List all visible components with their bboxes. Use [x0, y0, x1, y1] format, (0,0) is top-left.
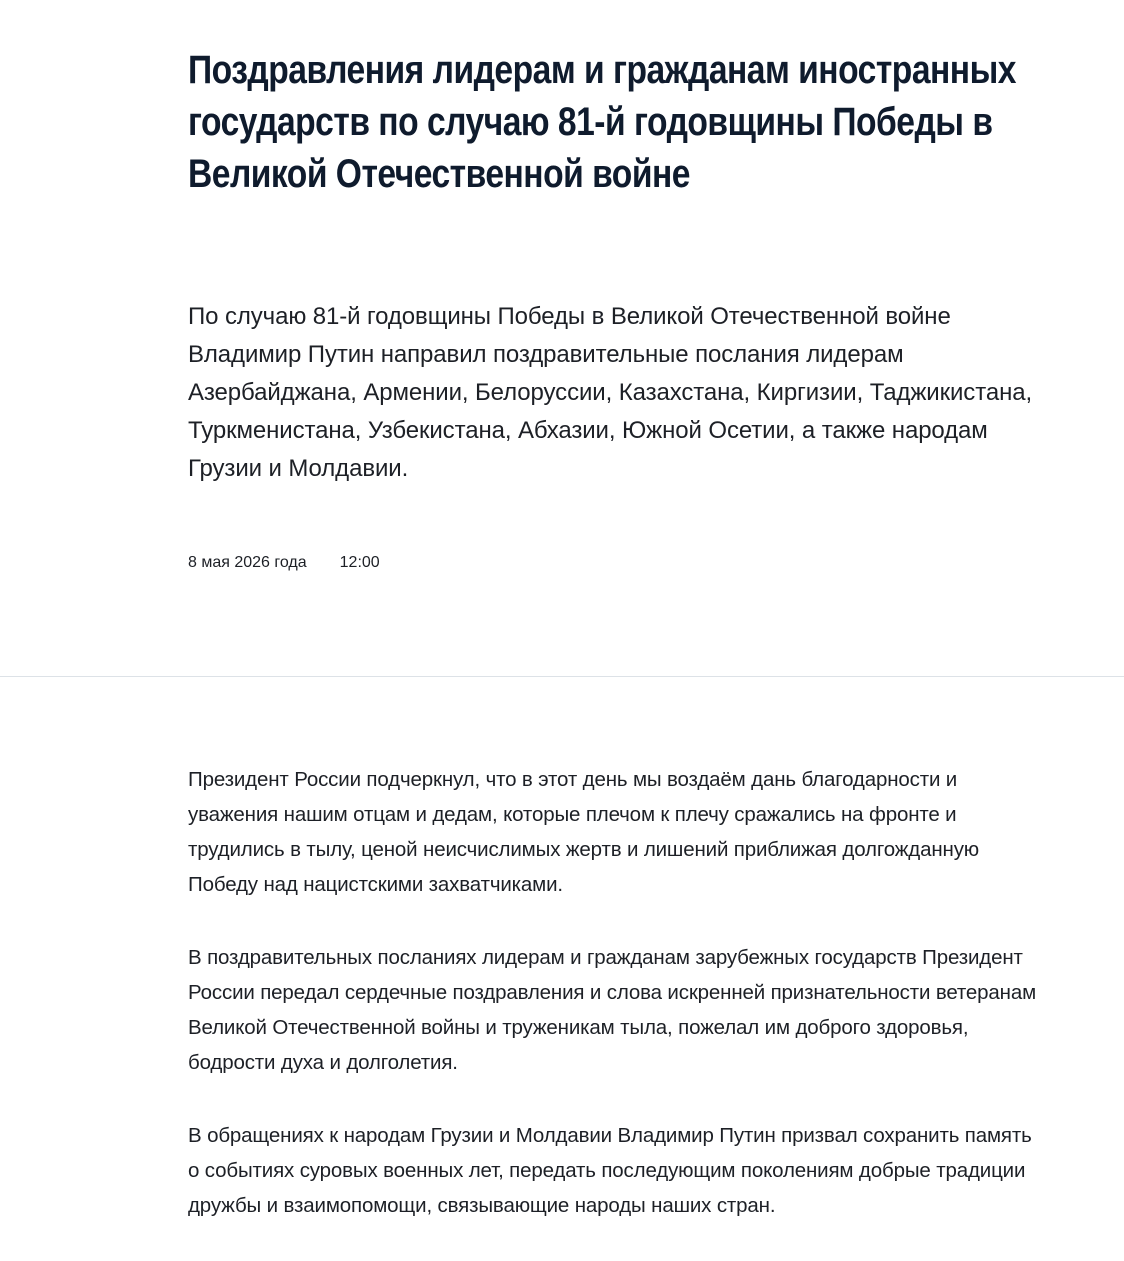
article-time: 12:00	[339, 554, 380, 571]
article-meta	[188, 552, 380, 574]
article-paragraph: В поздравительных посланиях лидерам и гражданам зарубежных государств Президент России передал сердечные поздравления и слова искренней признательности ветеранам Великой Отечественной войны и труженикам тыла, пожелал им доброго здоровья, бодрости духа и долголетия.	[188, 946, 1037, 1074]
article-paragraph: Президент России подчеркнул, что в этот день мы воздаём дань благодарности и уважения нашим отцам и дедам, которые плечом к плечу сражались на фронте и трудились в тылу, ценой неисчислимых жертв и лишений приближая долгожданную Победу над нацистскими захватчиками.	[188, 768, 980, 896]
article-paragraph: В обращениях к народам Грузии и Молдавии Владимир Путин призвал сохранить память о событиях суровых военных лет, передать последующим поколениям добрые традиции дружбы и взаимопомощи, связывающие народы наших стран.	[188, 1124, 1032, 1217]
section-divider	[0, 676, 1124, 677]
article-lead: По случаю 81-й годовщины Победы в Великой Отечественной войне Владимир Путин направил поздравительные послания лидерам Азербайджана, Армении, Белоруссии, Казахстана, Киргизии, Таджикистана, Туркменистана, Узбекистана, Абхазии, Южной Осетии, а также народам Грузии и Молдавии.	[188, 303, 1033, 482]
article-body	[188, 762, 1048, 1261]
article-title: Поздравления лидерам и гражданам иностранных государств по случаю 81-й годовщины Победы в Великой Отечественной войне	[188, 48, 1016, 196]
article-header	[188, 44, 1048, 200]
article-date: 8 мая 2026 года	[188, 554, 307, 571]
